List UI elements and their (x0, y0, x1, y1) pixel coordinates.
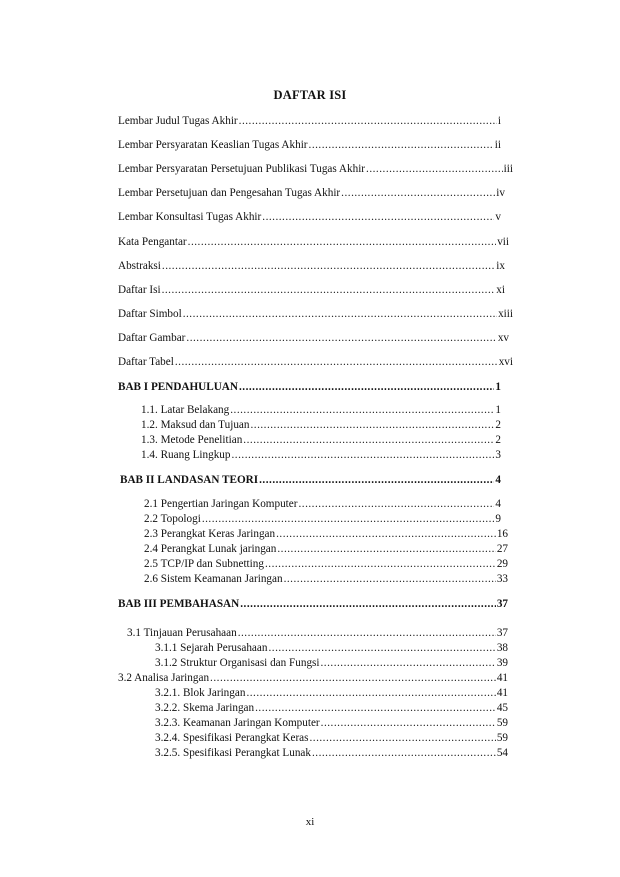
dot-leader (277, 542, 495, 556)
toc-entry (144, 572, 508, 586)
toc-entry-page: 2 (495, 434, 501, 446)
toc-entry-label: Lembar Persyaratan Keaslian Tugas Akhir (118, 139, 308, 151)
toc-entry (118, 162, 513, 176)
toc-entry (118, 210, 501, 224)
toc-entry (118, 186, 505, 200)
toc-entry-label: 2.2 Topologi (144, 513, 201, 525)
toc-entry (118, 114, 501, 128)
toc-entry-label: 3.1 Tinjauan Perusahaan (127, 627, 237, 639)
dot-leader (230, 403, 494, 417)
toc-entry-label: BAB II LANDASAN TEORI (120, 474, 259, 486)
dot-leader (268, 641, 495, 655)
toc-entry-label: 1.2. Maksud dan Tujuan (141, 419, 250, 431)
toc-entry-page: 45 (496, 702, 508, 714)
toc-entry-label: BAB III PEMBAHASAN (118, 598, 240, 610)
dot-leader (243, 433, 494, 447)
dot-leader (341, 186, 495, 200)
toc-entry-label: 2.1 Pengertian Jaringan Komputer (144, 498, 298, 510)
dot-leader (186, 331, 496, 345)
toc-entry (144, 512, 501, 526)
dot-leader (246, 686, 495, 700)
toc-entry-label: Lembar Persyaratan Persetujuan Publikasi Tugas Akhir (118, 163, 366, 175)
toc-entry-label: BAB I PENDAHULUAN (118, 381, 238, 393)
toc-entry-page: 37 (496, 627, 508, 639)
toc-entry (155, 746, 508, 760)
toc-entry-page: xvi (498, 356, 513, 368)
toc-entry-page: 38 (496, 642, 508, 654)
toc-entry-label: 3.2.1. Blok Jaringan (155, 687, 246, 699)
toc-entry (118, 671, 508, 685)
toc-entry-label: 1.4. Ruang Lingkup (141, 449, 231, 461)
toc-entry-label: 3.2.3. Keamanan Jaringan Komputer (155, 717, 320, 729)
toc-entry (155, 701, 508, 715)
toc-entry-page: iv (496, 187, 505, 199)
toc-entry (155, 716, 508, 730)
dot-leader (202, 512, 495, 526)
toc-entry-page: v (495, 211, 501, 223)
toc-entry-page: ii (494, 139, 501, 151)
toc-entry-page: 16 (496, 528, 508, 540)
toc-entry-label: 1.3. Metode Penelitian (141, 434, 243, 446)
toc-entry (144, 542, 508, 556)
toc-entry-page: iii (503, 163, 513, 175)
toc-entry-page: xv (497, 332, 509, 344)
dot-leader (284, 572, 496, 586)
toc-entry-page: xiii (498, 308, 513, 320)
dot-leader (321, 716, 496, 730)
toc-entry-page: 41 (496, 687, 508, 699)
dot-leader (276, 527, 496, 541)
toc-entry-label: Lembar Judul Tugas Akhir (118, 115, 238, 127)
toc-entry-page: 4 (495, 498, 501, 510)
toc-entry (118, 307, 513, 321)
dot-leader (239, 380, 494, 394)
dot-leader (262, 210, 494, 224)
toc-entry-label: 1.1. Latar Belakang (141, 404, 230, 416)
toc-entry (155, 686, 508, 700)
toc-entry (120, 473, 501, 487)
toc-entry-page: 1 (495, 404, 501, 416)
toc-entry (118, 259, 505, 273)
toc-entry-page: 3 (495, 449, 501, 461)
dot-leader (183, 307, 497, 321)
toc-entry-label: Daftar Simbol (118, 308, 182, 320)
toc-entry-label: 2.5 TCP/IP dan Subnetting (144, 558, 264, 570)
dot-leader (321, 656, 496, 670)
toc-entry (118, 597, 508, 611)
toc-entry (144, 497, 501, 511)
dot-leader (210, 671, 496, 685)
dot-leader (250, 418, 494, 432)
toc-entry (155, 656, 508, 670)
dot-leader (232, 448, 495, 462)
toc-entry-label: Daftar Isi (118, 284, 161, 296)
toc-entry (144, 527, 508, 541)
toc-entry (118, 380, 501, 394)
toc-entry-label: 2.6 Sistem Keamanan Jaringan (144, 573, 283, 585)
dot-leader (259, 473, 494, 487)
toc-entry-label: 2.4 Perangkat Lunak jaringan (144, 543, 277, 555)
toc-entry (127, 626, 508, 640)
toc-entry-label: Lembar Konsultasi Tugas Akhir (118, 211, 262, 223)
toc-entry-label: Daftar Gambar (118, 332, 186, 344)
toc-entry-label: Abstraksi (118, 260, 161, 272)
dot-leader (162, 259, 495, 273)
dot-leader (366, 162, 503, 176)
toc-entry-label: 3.2 Analisa Jaringan (118, 672, 210, 684)
dot-leader (309, 731, 495, 745)
toc-entry-label: 2.3 Perangkat Keras Jaringan (144, 528, 276, 540)
toc-entry (118, 331, 509, 345)
toc-entry-page: 9 (495, 513, 501, 525)
toc-entry (144, 557, 508, 571)
dot-leader (239, 114, 497, 128)
toc-entry (118, 235, 509, 249)
toc-entry-page: vii (497, 236, 509, 248)
dot-leader (240, 597, 496, 611)
toc-entry-label: Daftar Tabel (118, 356, 174, 368)
toc-entry-page: 33 (496, 573, 508, 585)
toc-entry (118, 355, 513, 369)
dot-leader (298, 497, 494, 511)
toc-entry (155, 641, 508, 655)
toc-entry (118, 283, 505, 297)
page-number: xi (305, 816, 315, 828)
dot-leader (188, 235, 497, 249)
toc-entry (118, 138, 501, 152)
toc-entry (141, 448, 501, 462)
toc-entry-label: 3.2.2. Skema Jaringan (155, 702, 255, 714)
page-title: DAFTAR ISI (273, 88, 347, 102)
toc-entry-page: xi (496, 284, 505, 296)
toc-entry (155, 731, 508, 745)
toc-entry (141, 433, 501, 447)
toc-entry-label: 3.2.4. Spesifikasi Perangkat Keras (155, 732, 309, 744)
dot-leader (255, 701, 496, 715)
toc-entry-page: 27 (496, 543, 508, 555)
toc-entry-label: 3.2.5. Spesifikasi Perangkat Lunak (155, 747, 311, 759)
toc-entry-label: 3.1.2 Struktur Organisasi dan Fungsi (155, 657, 320, 669)
dot-leader (265, 557, 496, 571)
toc-entry-label: 3.1.1 Sejarah Perusahaan (155, 642, 268, 654)
dot-leader (175, 355, 498, 369)
toc-entry-page: i (497, 115, 501, 127)
toc-entry-page: 54 (496, 747, 508, 759)
toc-entry-page: 4 (495, 474, 501, 486)
toc-entry-page: 39 (496, 657, 508, 669)
toc-entry-page: 2 (495, 419, 501, 431)
dot-leader (309, 138, 494, 152)
toc-entry (141, 418, 501, 432)
toc-entry-page: 37 (496, 598, 508, 610)
toc-entry-page: 29 (496, 558, 508, 570)
toc-entry-page: 41 (496, 672, 508, 684)
dot-leader (312, 746, 496, 760)
toc-entry-label: Lembar Persetujuan dan Pengesahan Tugas Akhir (118, 187, 341, 199)
toc-entry-page: 1 (495, 381, 501, 393)
dot-leader (238, 626, 496, 640)
toc-entry-page: 59 (496, 717, 508, 729)
toc-entry-page: ix (496, 260, 505, 272)
toc-entry-page: 59 (496, 732, 508, 744)
dot-leader (162, 283, 496, 297)
toc-entry-label: Kata Pengantar (118, 236, 187, 248)
toc-entry (141, 403, 501, 417)
